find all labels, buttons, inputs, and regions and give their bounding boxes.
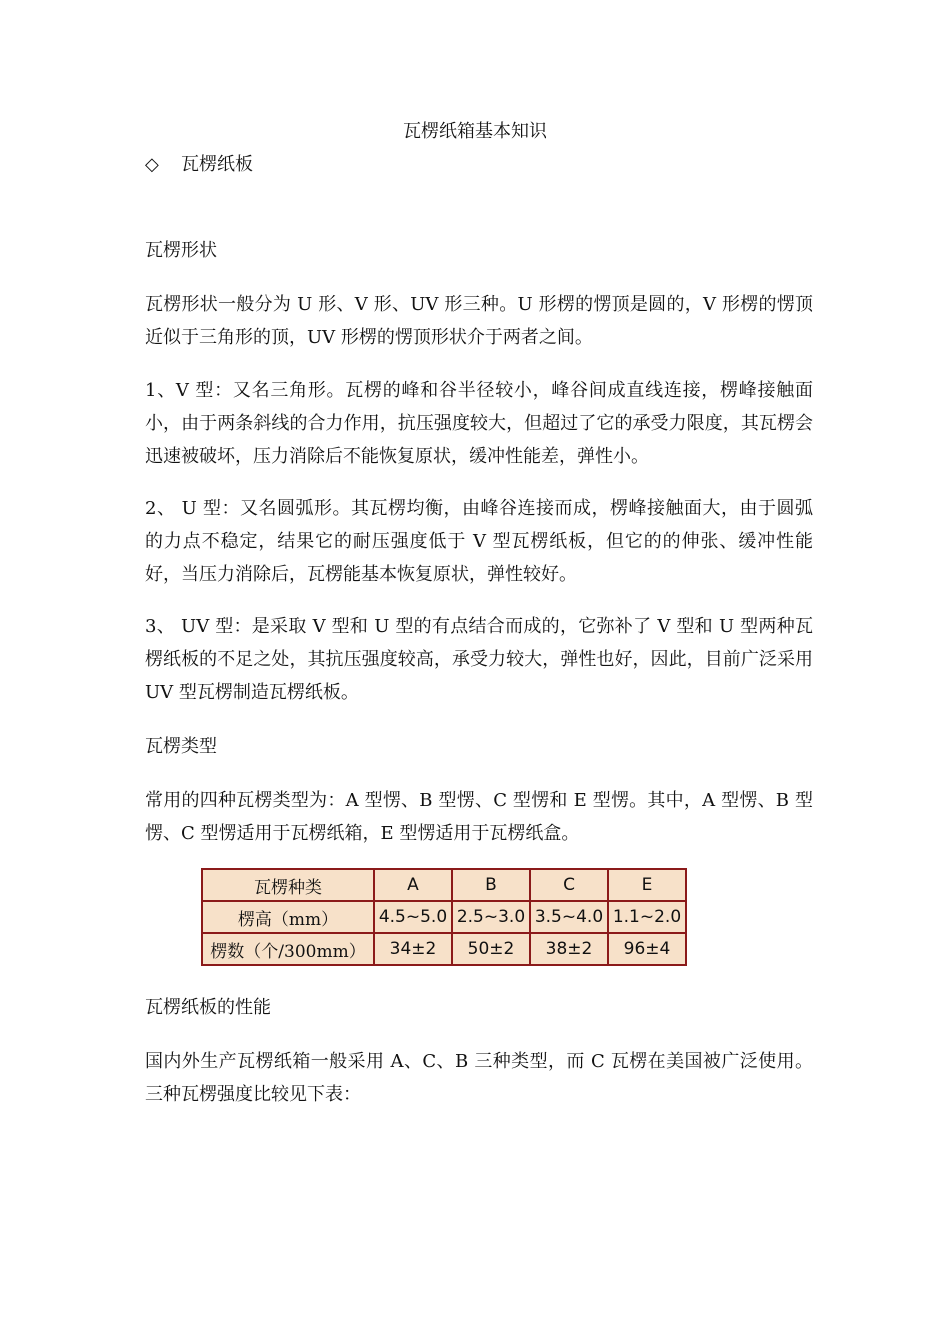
paragraph-u-type: 2、 U 型：又名圆弧形。其瓦楞均衡，由峰谷连接而成，楞峰接触面大，由于圆弧的力点不稳定，结果它的耐压强度低于 V 型瓦楞纸板，但它的的伸张、缓冲性能好，当压力消除后，瓦楞能基本恢复原状，弹性较好。 (145, 498, 813, 585)
table-cell: 1.1~2.0 (608, 901, 686, 933)
table-cell: 3.5~4.0 (530, 901, 608, 933)
heading-board-performance: 瓦楞纸板的性能 (145, 997, 271, 1018)
table-cell: 4.5~5.0 (374, 901, 452, 933)
paragraph-uv-type: 3、 UV 型：是采取 V 型和 U 型的有点结合而成的，它弥补了 V 型和 U 型两种瓦楞纸板的不足之处，其抗压强度较高，承受力较大，弹性也好，因此，目前广泛采用 UV 型瓦楞制造瓦楞纸板。 (145, 616, 813, 703)
table-header-row (202, 869, 686, 901)
table-row (202, 933, 686, 965)
paragraph-types-intro: 常用的四种瓦楞类型为：A 型愣、B 型愣、C 型愣和 E 型愣。其中，A 型愣、B 型愣、C 型愣适用于瓦楞纸箱，E 型愣适用于瓦楞纸盒。 (145, 790, 813, 844)
heading-flute-types: 瓦楞类型 (145, 736, 217, 757)
paragraph-performance-intro: 国内外生产瓦楞纸箱一般采用 A、C、B 三种类型，而 C 瓦楞在美国被广泛使用。三种瓦楞强度比较见下表： (145, 1051, 813, 1105)
table-cell: 96±4 (608, 933, 686, 965)
flute-type-table (201, 868, 687, 966)
diamond-bullet-icon: ◇ (145, 154, 159, 175)
table-cell: E (608, 869, 686, 901)
table-cell: 38±2 (530, 933, 608, 965)
document-title: 瓦楞纸箱基本知识 (403, 121, 547, 142)
table-cell: A (374, 869, 452, 901)
section-label: 瓦楞纸板 (181, 154, 253, 175)
heading-flute-shape: 瓦楞形状 (145, 240, 217, 261)
table-row (202, 901, 686, 933)
table-cell: 34±2 (374, 933, 452, 965)
table-cell: 2.5~3.0 (452, 901, 530, 933)
section-heading (145, 153, 253, 177)
table-cell: 50±2 (452, 933, 530, 965)
table-cell: 楞高（mm） (202, 901, 374, 933)
table-cell: 楞数（个/300mm） (202, 933, 374, 965)
table-cell: B (452, 869, 530, 901)
table-cell: 瓦楞种类 (202, 869, 374, 901)
table-cell: C (530, 869, 608, 901)
paragraph-shape-intro: 瓦楞形状一般分为 U 形、V 形、UV 形三种。U 形楞的愣顶是圆的，V 形楞的愣顶近似于三角形的顶，UV 形楞的愣顶形状介于两者之间。 (145, 294, 813, 348)
paragraph-v-type: 1、V 型：又名三角形。瓦楞的峰和谷半径较小，峰谷间成直线连接，楞峰接触面小，由于两条斜线的合力作用，抗压强度较大，但超过了它的承受力限度，其瓦楞会迅速被破坏，压力消除后不能恢复原状，缓冲性能差，弹性小。 (145, 380, 813, 467)
